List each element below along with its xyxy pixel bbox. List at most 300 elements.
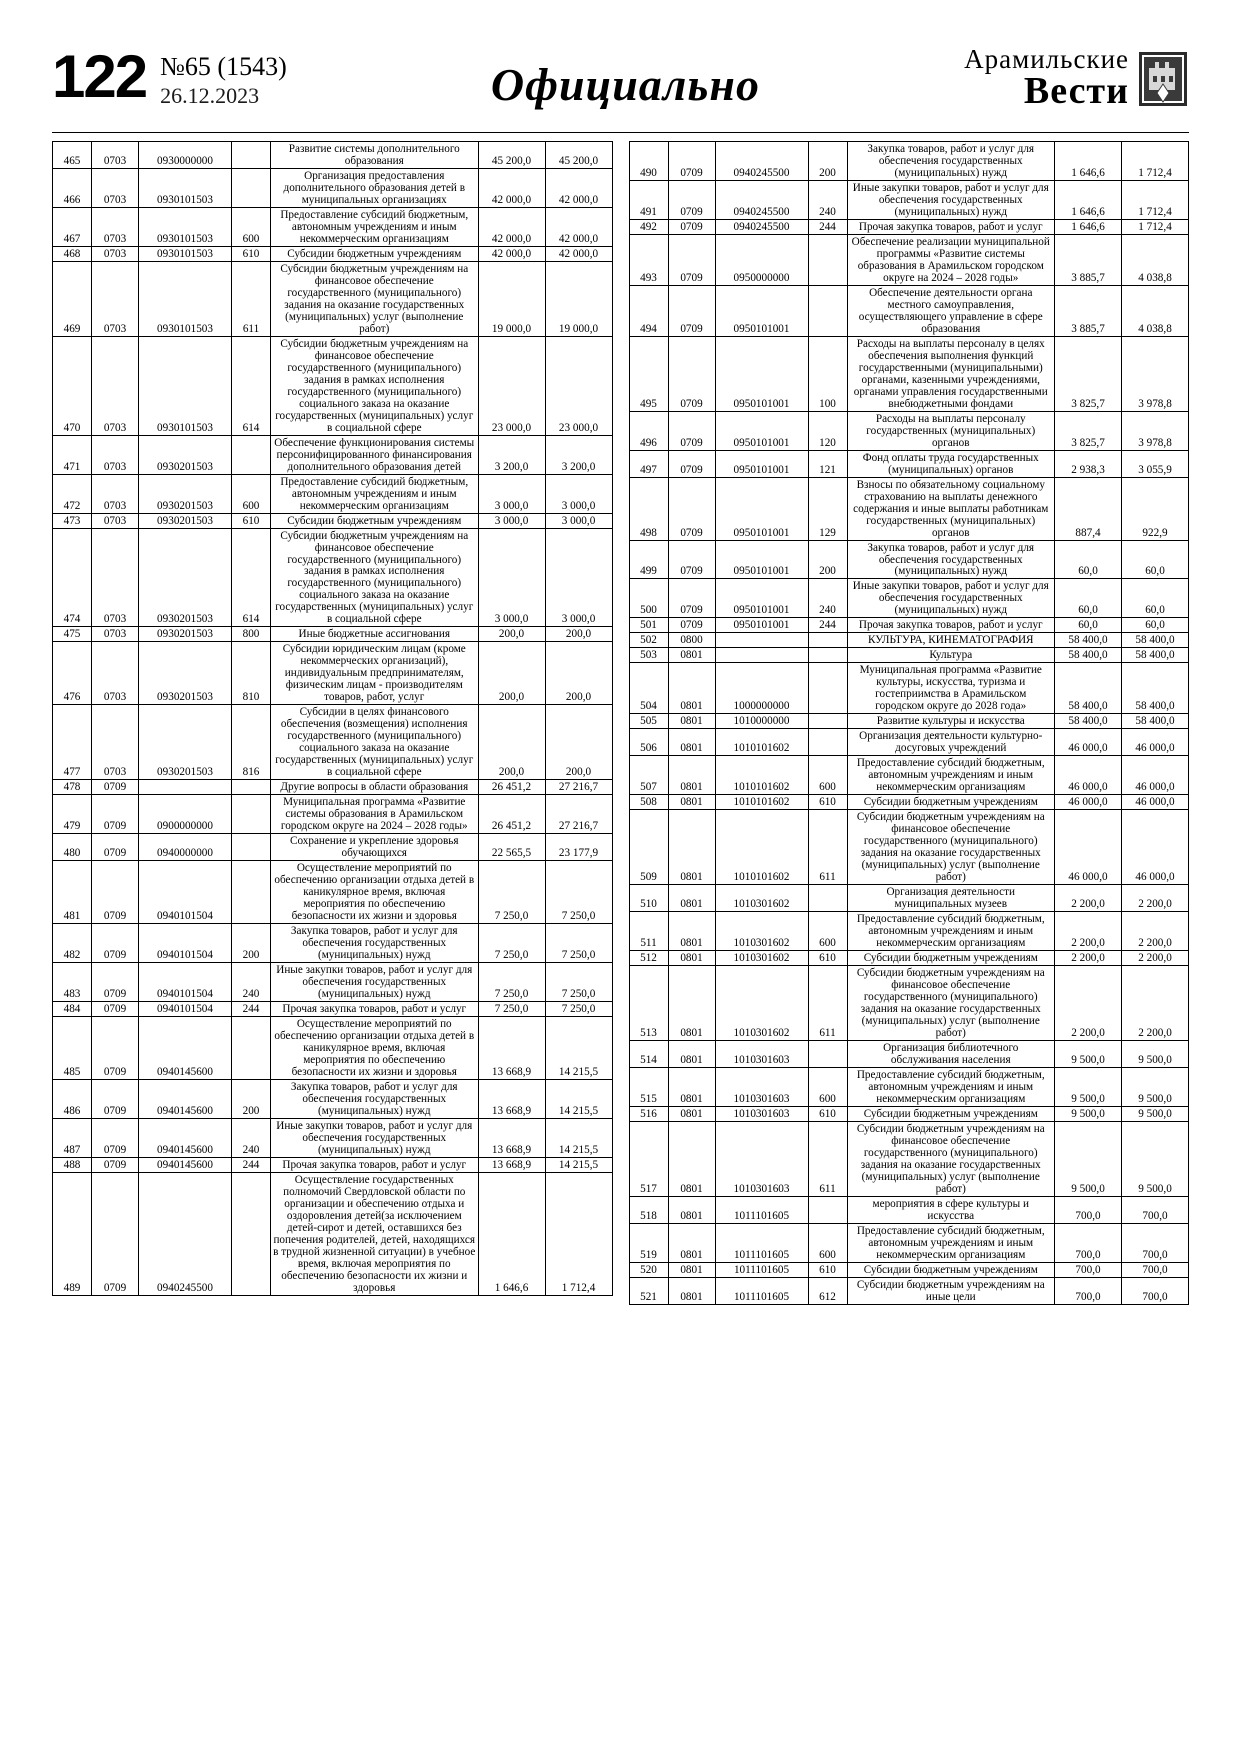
section-code: 0703 <box>92 207 139 246</box>
table-row <box>53 168 613 207</box>
section-code: 0801 <box>668 1277 715 1304</box>
item-name: Предоставление субсидий бюджетным, автономным учреждениям и иным некоммерческим организациям <box>271 207 479 246</box>
table-row <box>629 618 1189 633</box>
section-code: 0709 <box>668 234 715 285</box>
amount-year-2: 2 200,0 <box>1122 885 1189 912</box>
item-name: Иные закупки товаров, работ и услуг для обеспечения государственных (муниципальных) нужд <box>847 579 1055 618</box>
item-name: Субсидии бюджетным учреждениям <box>847 1262 1055 1277</box>
row-number: 484 <box>53 1001 92 1016</box>
expense-type-code: 200 <box>232 1079 271 1118</box>
expense-type-code: 244 <box>232 1001 271 1016</box>
amount-year-2: 1 712,4 <box>1122 142 1189 181</box>
amount-year-2: 14 215,5 <box>545 1157 612 1172</box>
item-name: Предоставление субсидий бюджетным, автономным учреждениям и иным некоммерческим организациям <box>847 1223 1055 1262</box>
item-name: Прочая закупка товаров, работ и услуг <box>847 618 1055 633</box>
expense-type-code: 810 <box>232 642 271 705</box>
amount-year-2: 3 055,9 <box>1122 450 1189 477</box>
table-row <box>53 1016 613 1079</box>
row-number: 516 <box>629 1106 668 1121</box>
row-number: 475 <box>53 627 92 642</box>
row-number: 488 <box>53 1157 92 1172</box>
expense-type-code <box>232 861 271 924</box>
section-code: 0801 <box>668 1262 715 1277</box>
table-row <box>629 1262 1189 1277</box>
section-code: 0709 <box>668 618 715 633</box>
amount-year-1: 23 000,0 <box>478 336 545 435</box>
amount-year-2: 3 000,0 <box>545 474 612 513</box>
program-code: 1010101602 <box>715 756 808 795</box>
newspaper-brand <box>964 46 1189 110</box>
amount-year-1: 46 000,0 <box>1055 756 1122 795</box>
program-code: 0930201503 <box>139 474 232 513</box>
table-row <box>629 180 1189 219</box>
program-code: 1011101605 <box>715 1262 808 1277</box>
section-code: 0800 <box>668 633 715 648</box>
section-code: 0709 <box>668 411 715 450</box>
program-code: 1010101602 <box>715 729 808 756</box>
table-row <box>53 1001 613 1016</box>
table-row <box>53 1118 613 1157</box>
expense-type-code: 600 <box>232 474 271 513</box>
amount-year-1: 3 000,0 <box>478 528 545 627</box>
section-code: 0709 <box>668 142 715 181</box>
row-number: 495 <box>629 336 668 411</box>
expense-type-code: 611 <box>232 261 271 336</box>
item-name: Развитие системы дополнительного образования <box>271 142 479 169</box>
table-row <box>629 912 1189 951</box>
program-code: 1010301603 <box>715 1106 808 1121</box>
expense-type-code: 600 <box>808 756 847 795</box>
amount-year-1: 2 200,0 <box>1055 951 1122 966</box>
row-number: 514 <box>629 1040 668 1067</box>
section-code: 0801 <box>668 810 715 885</box>
amount-year-2: 27 216,7 <box>545 780 612 795</box>
item-name: Предоставление субсидий бюджетным, автономным учреждениям и иным некоммерческим организациям <box>847 1067 1055 1106</box>
amount-year-1: 1 646,6 <box>1055 219 1122 234</box>
table-row <box>629 142 1189 181</box>
item-name: Предоставление субсидий бюджетным, автономным учреждениям и иным некоммерческим организациям <box>271 474 479 513</box>
expense-type-code <box>808 633 847 648</box>
expense-type-code <box>808 663 847 714</box>
row-number: 468 <box>53 246 92 261</box>
section-code: 0801 <box>668 1106 715 1121</box>
row-number: 519 <box>629 1223 668 1262</box>
expense-type-code: 244 <box>232 1157 271 1172</box>
left-column <box>52 141 613 1305</box>
amount-year-2: 200,0 <box>545 642 612 705</box>
amount-year-2: 200,0 <box>545 705 612 780</box>
program-code: 0940145600 <box>139 1016 232 1079</box>
item-name: Организация деятельности муниципальных музеев <box>847 885 1055 912</box>
amount-year-1: 700,0 <box>1055 1277 1122 1304</box>
program-code: 0950101001 <box>715 285 808 336</box>
expense-type-code: 240 <box>808 579 847 618</box>
row-number: 477 <box>53 705 92 780</box>
amount-year-2: 14 215,5 <box>545 1016 612 1079</box>
expense-type-code: 611 <box>808 1121 847 1196</box>
expense-type-code: 240 <box>232 963 271 1002</box>
amount-year-2: 46 000,0 <box>1122 729 1189 756</box>
table-row <box>53 705 613 780</box>
row-number: 466 <box>53 168 92 207</box>
amount-year-2: 3 978,8 <box>1122 411 1189 450</box>
table-row <box>53 1157 613 1172</box>
item-name: Расходы на выплаты персоналу в целях обеспечения выполнения функций государственными (муниципальными) органами, казенными учреждениями, органами управления государственными внебюджетными фондами <box>847 336 1055 411</box>
expense-type-code: 610 <box>232 513 271 528</box>
item-name: Закупка товаров, работ и услуг для обеспечения государственных (муниципальных) нужд <box>847 142 1055 181</box>
amount-year-1: 2 200,0 <box>1055 912 1122 951</box>
row-number: 510 <box>629 885 668 912</box>
row-number: 503 <box>629 648 668 663</box>
row-number: 504 <box>629 663 668 714</box>
section-code: 0703 <box>92 705 139 780</box>
section-code: 0709 <box>92 834 139 861</box>
row-number: 492 <box>629 219 668 234</box>
expense-type-code: 816 <box>232 705 271 780</box>
page-number: 122 <box>52 43 147 110</box>
amount-year-2: 3 200,0 <box>545 435 612 474</box>
table-row <box>629 648 1189 663</box>
program-code: 1011101605 <box>715 1196 808 1223</box>
section-code: 0703 <box>92 336 139 435</box>
expense-type-code: 610 <box>808 951 847 966</box>
section-code: 0801 <box>668 912 715 951</box>
expense-type-code: 200 <box>232 924 271 963</box>
item-name: мероприятия в сфере культуры и искусства <box>847 1196 1055 1223</box>
item-name: Другие вопросы в области образования <box>271 780 479 795</box>
program-code: 1010101602 <box>715 795 808 810</box>
section-code: 0709 <box>92 963 139 1002</box>
item-name: Прочая закупка товаров, работ и услуг <box>847 219 1055 234</box>
expense-type-code <box>808 729 847 756</box>
item-name: Субсидии бюджетным учреждениям на финансовое обеспечение государственного (муниципального) задания на оказание государственных (муниципальных) услуг (выполнение работ) <box>847 966 1055 1041</box>
row-number: 497 <box>629 450 668 477</box>
program-code: 1010301602 <box>715 966 808 1041</box>
amount-year-2: 60,0 <box>1122 579 1189 618</box>
section-code: 0709 <box>668 477 715 540</box>
amount-year-1: 3 885,7 <box>1055 285 1122 336</box>
program-code: 0950101001 <box>715 540 808 579</box>
program-code: 0950101001 <box>715 336 808 411</box>
expense-type-code: 610 <box>808 1262 847 1277</box>
amount-year-1: 60,0 <box>1055 579 1122 618</box>
expense-type-code: 240 <box>232 1118 271 1157</box>
section-code: 0801 <box>668 1067 715 1106</box>
section-code: 0801 <box>668 729 715 756</box>
program-code: 0940101504 <box>139 1001 232 1016</box>
amount-year-2: 1 712,4 <box>545 1172 612 1295</box>
table-row <box>629 714 1189 729</box>
table-row <box>53 474 613 513</box>
expense-type-code: 240 <box>808 180 847 219</box>
amount-year-2: 46 000,0 <box>1122 810 1189 885</box>
expense-type-code: 610 <box>232 246 271 261</box>
program-code: 0930201503 <box>139 513 232 528</box>
row-number: 509 <box>629 810 668 885</box>
section-code: 0703 <box>92 528 139 627</box>
budget-table-right-body <box>629 142 1189 1305</box>
amount-year-2: 7 250,0 <box>545 963 612 1002</box>
program-code: 0930201503 <box>139 642 232 705</box>
amount-year-1: 1 646,6 <box>1055 180 1122 219</box>
expense-type-code <box>808 1196 847 1223</box>
issue-date: 26.12.2023 <box>160 82 260 108</box>
amount-year-2: 19 000,0 <box>545 261 612 336</box>
row-number: 506 <box>629 729 668 756</box>
amount-year-1: 7 250,0 <box>478 861 545 924</box>
expense-type-code <box>232 795 271 834</box>
amount-year-1: 2 938,3 <box>1055 450 1122 477</box>
expense-type-code: 244 <box>808 618 847 633</box>
expense-type-code <box>232 435 271 474</box>
table-row <box>629 540 1189 579</box>
expense-type-code: 200 <box>808 540 847 579</box>
row-number: 473 <box>53 513 92 528</box>
row-number: 505 <box>629 714 668 729</box>
section-code: 0709 <box>668 579 715 618</box>
amount-year-1: 42 000,0 <box>478 168 545 207</box>
table-row <box>53 1172 613 1295</box>
row-number: 478 <box>53 780 92 795</box>
table-row <box>53 528 613 627</box>
table-row <box>629 285 1189 336</box>
amount-year-1: 3 000,0 <box>478 474 545 513</box>
item-name: Субсидии бюджетным учреждениям на финансовое обеспечение государственного (муниципального) задания в рамках исполнения государственного (муниципального) социального заказа на оказание государственных (муниципальных) услуг в социальной сфере <box>271 336 479 435</box>
table-row <box>629 966 1189 1041</box>
row-number: 472 <box>53 474 92 513</box>
amount-year-2: 60,0 <box>1122 540 1189 579</box>
expense-type-code: 120 <box>808 411 847 450</box>
section-code: 0801 <box>668 1223 715 1262</box>
table-row <box>629 1277 1189 1304</box>
item-name: Субсидии бюджетным учреждениям на финансовое обеспечение государственного (муниципального) задания на оказание государственных (муниципальных) услуг (выполнение работ) <box>847 1121 1055 1196</box>
program-code: 0950000000 <box>715 234 808 285</box>
amount-year-2: 42 000,0 <box>545 168 612 207</box>
section-code: 0709 <box>668 219 715 234</box>
brand-line-2: Вести <box>1023 69 1129 112</box>
amount-year-2: 3 000,0 <box>545 513 612 528</box>
section-code: 0709 <box>92 1079 139 1118</box>
amount-year-1: 3 825,7 <box>1055 411 1122 450</box>
amount-year-2: 9 500,0 <box>1122 1067 1189 1106</box>
program-code: 0930101503 <box>139 261 232 336</box>
program-code: 0930101503 <box>139 168 232 207</box>
program-code: 1010301602 <box>715 951 808 966</box>
section-code: 0801 <box>668 1040 715 1067</box>
item-name: Осуществление мероприятий по обеспечению организации отдыха детей в каникулярное время, включая мероприятия по обеспечению безопасности их жизни и здоровья <box>271 861 479 924</box>
row-number: 502 <box>629 633 668 648</box>
item-name: Фонд оплаты труда государственных (муниципальных) органов <box>847 450 1055 477</box>
budget-table-left-body <box>53 142 613 1296</box>
section-code: 0703 <box>92 261 139 336</box>
amount-year-2: 14 215,5 <box>545 1079 612 1118</box>
table-row <box>53 627 613 642</box>
amount-year-1: 1 646,6 <box>1055 142 1122 181</box>
section-code: 0709 <box>668 336 715 411</box>
row-number: 515 <box>629 1067 668 1106</box>
amount-year-2: 700,0 <box>1122 1223 1189 1262</box>
table-row <box>629 795 1189 810</box>
expense-type-code: 800 <box>232 627 271 642</box>
program-code: 1011101605 <box>715 1223 808 1262</box>
section-code: 0709 <box>92 795 139 834</box>
program-code: 0950101001 <box>715 579 808 618</box>
program-code: 0940145600 <box>139 1079 232 1118</box>
amount-year-2: 3 000,0 <box>545 528 612 627</box>
amount-year-2: 27 216,7 <box>545 795 612 834</box>
item-name: Субсидии бюджетным учреждениям <box>847 795 1055 810</box>
table-row <box>629 336 1189 411</box>
item-name: Осуществление мероприятий по обеспечению организации отдыха детей в каникулярное время, включая мероприятия по обеспечению безопасности их жизни и здоровья <box>271 1016 479 1079</box>
table-row <box>53 246 613 261</box>
program-code: 0930201503 <box>139 528 232 627</box>
table-row <box>53 963 613 1002</box>
amount-year-1: 9 500,0 <box>1055 1106 1122 1121</box>
program-code: 1010301603 <box>715 1067 808 1106</box>
program-code: 1010301602 <box>715 885 808 912</box>
amount-year-1: 200,0 <box>478 627 545 642</box>
table-row <box>629 633 1189 648</box>
amount-year-1: 26 451,2 <box>478 795 545 834</box>
amount-year-1: 58 400,0 <box>1055 633 1122 648</box>
amount-year-2: 60,0 <box>1122 618 1189 633</box>
section-code: 0709 <box>92 1016 139 1079</box>
item-name: КУЛЬТУРА, КИНЕМАТОГРАФИЯ <box>847 633 1055 648</box>
amount-year-2: 58 400,0 <box>1122 648 1189 663</box>
item-name: Субсидии бюджетным учреждениям <box>847 951 1055 966</box>
expense-type-code: 614 <box>232 528 271 627</box>
program-code: 1010301603 <box>715 1040 808 1067</box>
section-code: 0709 <box>668 450 715 477</box>
expense-type-code: 200 <box>808 142 847 181</box>
amount-year-1: 887,4 <box>1055 477 1122 540</box>
row-number: 470 <box>53 336 92 435</box>
amount-year-2: 700,0 <box>1122 1277 1189 1304</box>
row-number: 486 <box>53 1079 92 1118</box>
table-row <box>53 513 613 528</box>
expense-type-code <box>232 168 271 207</box>
program-code: 1010000000 <box>715 714 808 729</box>
amount-year-1: 700,0 <box>1055 1223 1122 1262</box>
amount-year-1: 42 000,0 <box>478 246 545 261</box>
row-number: 499 <box>629 540 668 579</box>
item-name: Сохранение и укрепление здоровья обучающихся <box>271 834 479 861</box>
row-number: 512 <box>629 951 668 966</box>
section-code: 0703 <box>92 513 139 528</box>
program-code <box>715 648 808 663</box>
expense-type-code <box>808 234 847 285</box>
program-code: 0930000000 <box>139 142 232 169</box>
row-number: 491 <box>629 180 668 219</box>
expense-type-code <box>232 1016 271 1079</box>
row-number: 476 <box>53 642 92 705</box>
program-code: 0940245500 <box>715 142 808 181</box>
section-code: 0709 <box>668 540 715 579</box>
amount-year-1: 45 200,0 <box>478 142 545 169</box>
section-code: 0703 <box>92 246 139 261</box>
item-name: Обеспечение деятельности органа местного самоуправления, осуществляющего управление в сфере образования <box>847 285 1055 336</box>
expense-type-code <box>808 885 847 912</box>
amount-year-1: 58 400,0 <box>1055 663 1122 714</box>
expense-type-code: 244 <box>808 219 847 234</box>
amount-year-1: 46 000,0 <box>1055 795 1122 810</box>
item-name: Муниципальная программа «Развитие культуры, искусства, туризма и гостеприимства в Арамильском городском округе до 2028 года» <box>847 663 1055 714</box>
amount-year-2: 1 712,4 <box>1122 219 1189 234</box>
program-code: 1000000000 <box>715 663 808 714</box>
section-code: 0801 <box>668 648 715 663</box>
expense-type-code <box>808 1040 847 1067</box>
section-code: 0801 <box>668 663 715 714</box>
row-number: 508 <box>629 795 668 810</box>
amount-year-1: 13 668,9 <box>478 1157 545 1172</box>
issue-info <box>160 52 287 109</box>
row-number: 520 <box>629 1262 668 1277</box>
expense-type-code <box>232 1172 271 1295</box>
row-number: 517 <box>629 1121 668 1196</box>
table-row <box>53 861 613 924</box>
item-name: Закупка товаров, работ и услуг для обеспечения государственных (муниципальных) нужд <box>271 924 479 963</box>
table-row <box>629 1196 1189 1223</box>
amount-year-2: 7 250,0 <box>545 861 612 924</box>
row-number: 494 <box>629 285 668 336</box>
table-row <box>629 411 1189 450</box>
table-row <box>53 142 613 169</box>
table-row <box>53 435 613 474</box>
amount-year-2: 23 000,0 <box>545 336 612 435</box>
table-row <box>629 477 1189 540</box>
program-code: 0940101504 <box>139 924 232 963</box>
section-code: 0801 <box>668 1121 715 1196</box>
program-code: 0930101503 <box>139 246 232 261</box>
item-name: Иные закупки товаров, работ и услуг для обеспечения государственных (муниципальных) нужд <box>847 180 1055 219</box>
amount-year-1: 19 000,0 <box>478 261 545 336</box>
budget-table-right <box>629 141 1190 1305</box>
item-name: Предоставление субсидий бюджетным, автономным учреждениям и иным некоммерческим организациям <box>847 756 1055 795</box>
row-number: 483 <box>53 963 92 1002</box>
item-name: Субсидии бюджетным учреждениям на финансовое обеспечение государственного (муниципального) задания в рамках исполнения государственного (муниципального) социального заказа на оказание государственных (муниципальных) услуг в социальной сфере <box>271 528 479 627</box>
amount-year-2: 2 200,0 <box>1122 966 1189 1041</box>
row-number: 500 <box>629 579 668 618</box>
amount-year-2: 700,0 <box>1122 1196 1189 1223</box>
program-code: 0940145600 <box>139 1157 232 1172</box>
section-code: 0801 <box>668 714 715 729</box>
row-number: 479 <box>53 795 92 834</box>
expense-type-code: 600 <box>808 1223 847 1262</box>
section-code: 0709 <box>92 1172 139 1295</box>
amount-year-2: 2 200,0 <box>1122 951 1189 966</box>
amount-year-1: 2 200,0 <box>1055 966 1122 1041</box>
section-title: Официально <box>490 59 760 110</box>
amount-year-1: 7 250,0 <box>478 1001 545 1016</box>
table-row <box>53 834 613 861</box>
budget-table-left <box>52 141 613 1296</box>
amount-year-2: 1 712,4 <box>1122 180 1189 219</box>
expense-type-code <box>808 648 847 663</box>
section-code: 0703 <box>92 142 139 169</box>
expense-type-code <box>808 714 847 729</box>
row-number: 493 <box>629 234 668 285</box>
item-name: Субсидии бюджетным учреждениям <box>271 246 479 261</box>
expense-type-code: 600 <box>808 912 847 951</box>
masthead-divider <box>52 132 1189 133</box>
item-name: Культура <box>847 648 1055 663</box>
table-row <box>53 924 613 963</box>
row-number: 501 <box>629 618 668 633</box>
coat-of-arms-icon <box>1137 46 1189 110</box>
amount-year-1: 42 000,0 <box>478 207 545 246</box>
expense-type-code: 610 <box>808 1106 847 1121</box>
amount-year-1: 7 250,0 <box>478 963 545 1002</box>
